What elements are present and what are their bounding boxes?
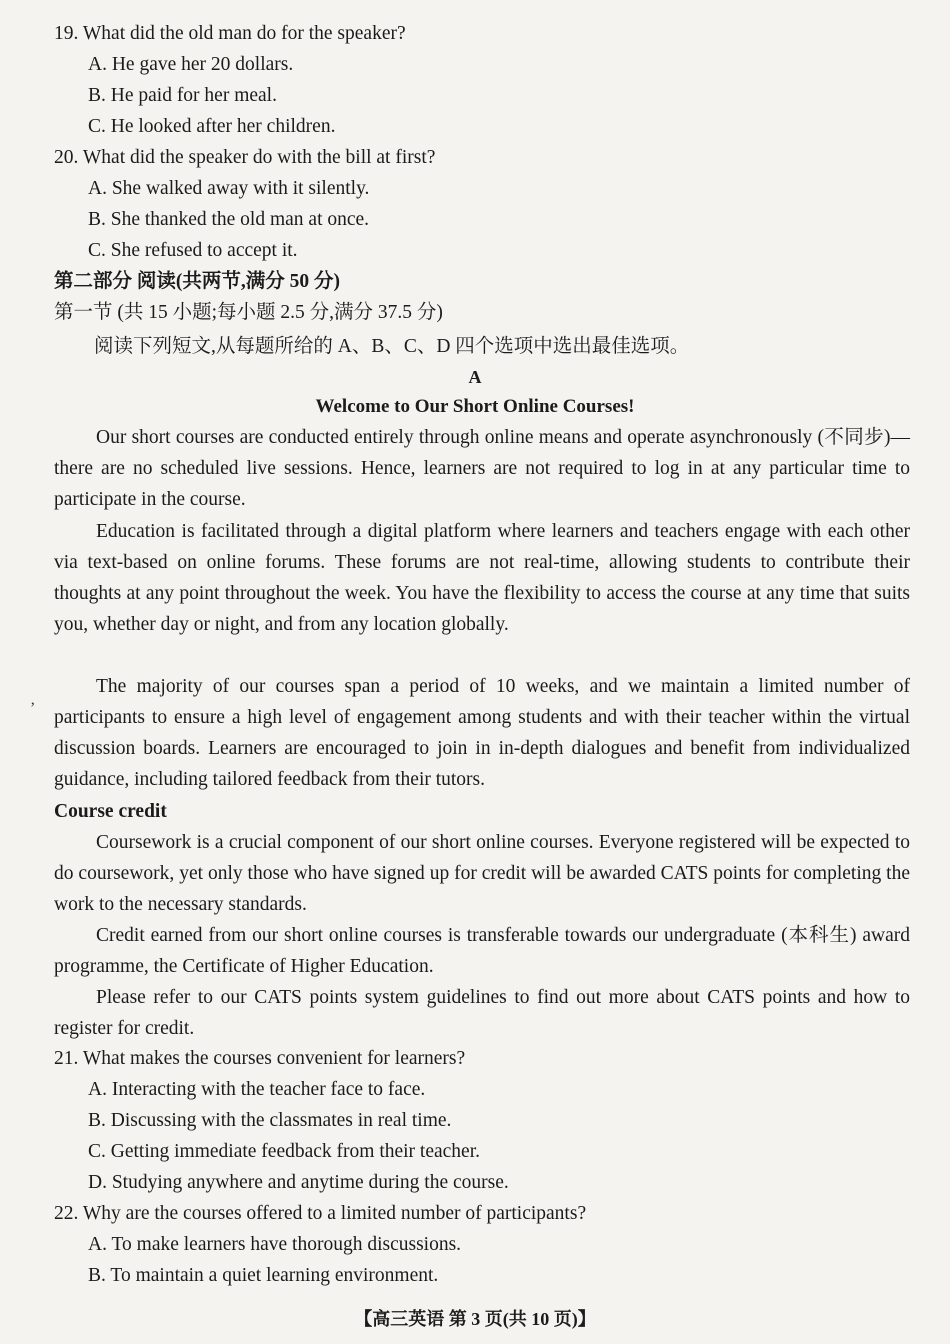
- passage-title: Welcome to Our Short Online Courses!: [315, 396, 635, 417]
- q19-option-b: B. He paid for her meal.: [88, 85, 277, 106]
- section1-heading: 第一节 (共 15 小题;每小题 2.5 分,满分 37.5 分): [54, 302, 443, 323]
- reading-instruction: 阅读下列短文,从每题所给的 A、B、C、D 四个选项中选出最佳选项。: [94, 336, 690, 357]
- paragraph-5: Credit earned from our short online courses is transferable towards our undergraduate (本科生) award programme, the Certificate of Higher Education.: [54, 925, 910, 978]
- q21-option-a: A. Interacting with the teacher face to face.: [88, 1079, 426, 1100]
- paragraph-2: Education is facilitated through a digital platform where learners and teachers engage with each other via text-based on online forums. These forums are not real-time, allowing students to contribute their thoughts at any point throughout the week. You have the flexibility to access the course at any time that suits you, whether day or night, and from any location globally.: [54, 521, 910, 636]
- q21-option-b: B. Discussing with the classmates in real time.: [88, 1110, 452, 1131]
- part2-heading: 第二部分 阅读(共两节,满分 50 分): [54, 271, 340, 292]
- q19-option-c: C. He looked after her children.: [88, 116, 336, 137]
- q20-stem: 20. What did the speaker do with the bill at first?: [54, 147, 436, 168]
- q20-option-b: B. She thanked the old man at once.: [88, 209, 370, 230]
- q21-option-c: C. Getting immediate feedback from their teacher.: [88, 1141, 481, 1162]
- stray-pen-mark: ʼ: [30, 700, 36, 717]
- q22-stem: 22. Why are the courses offered to a limited number of participants?: [54, 1203, 587, 1224]
- course-credit-subheading: Course credit: [54, 801, 167, 822]
- passage-label: A: [468, 367, 482, 387]
- paragraph-4: Coursework is a crucial component of our short online courses. Everyone registered will be expected to do coursework, yet only those who have signed up for credit will be awarded CATS points for completing the work to the necessary standards.: [54, 832, 910, 916]
- page-footer: 【高三英语 第 3 页(共 10 页)】: [354, 1309, 596, 1329]
- paragraph-6: Please refer to our CATS points system guidelines to find out more about CATS points and how to register for credit.: [54, 987, 910, 1040]
- q19-option-a: A. He gave her 20 dollars.: [88, 54, 294, 75]
- q21-option-d: D. Studying anywhere and anytime during the course.: [88, 1172, 509, 1193]
- paragraph-1: Our short courses are conducted entirely through online means and operate asynchronously (不同步)—there are no scheduled live sessions. Hence, learners are not required to log in at any particular time to participate in the course.: [54, 427, 910, 511]
- q21-stem: 21. What makes the courses convenient for learners?: [54, 1048, 466, 1069]
- paragraph-3: The majority of our courses span a period of 10 weeks, and we maintain a limited number of participants to ensure a high level of engagement among students and with their teacher within the virtual discussion boards. Learners are encouraged to join in in-depth dialogues and benefit from individualized guidance, including tailored feedback from their tutors.: [54, 676, 910, 791]
- q22-option-b: B. To maintain a quiet learning environment.: [88, 1265, 439, 1286]
- q19-stem: 19. What did the old man do for the speaker?: [54, 23, 406, 44]
- q20-option-a: A. She walked away with it silently.: [88, 178, 370, 199]
- q22-option-a: A. To make learners have thorough discussions.: [88, 1234, 462, 1255]
- q20-option-c: C. She refused to accept it.: [88, 240, 298, 261]
